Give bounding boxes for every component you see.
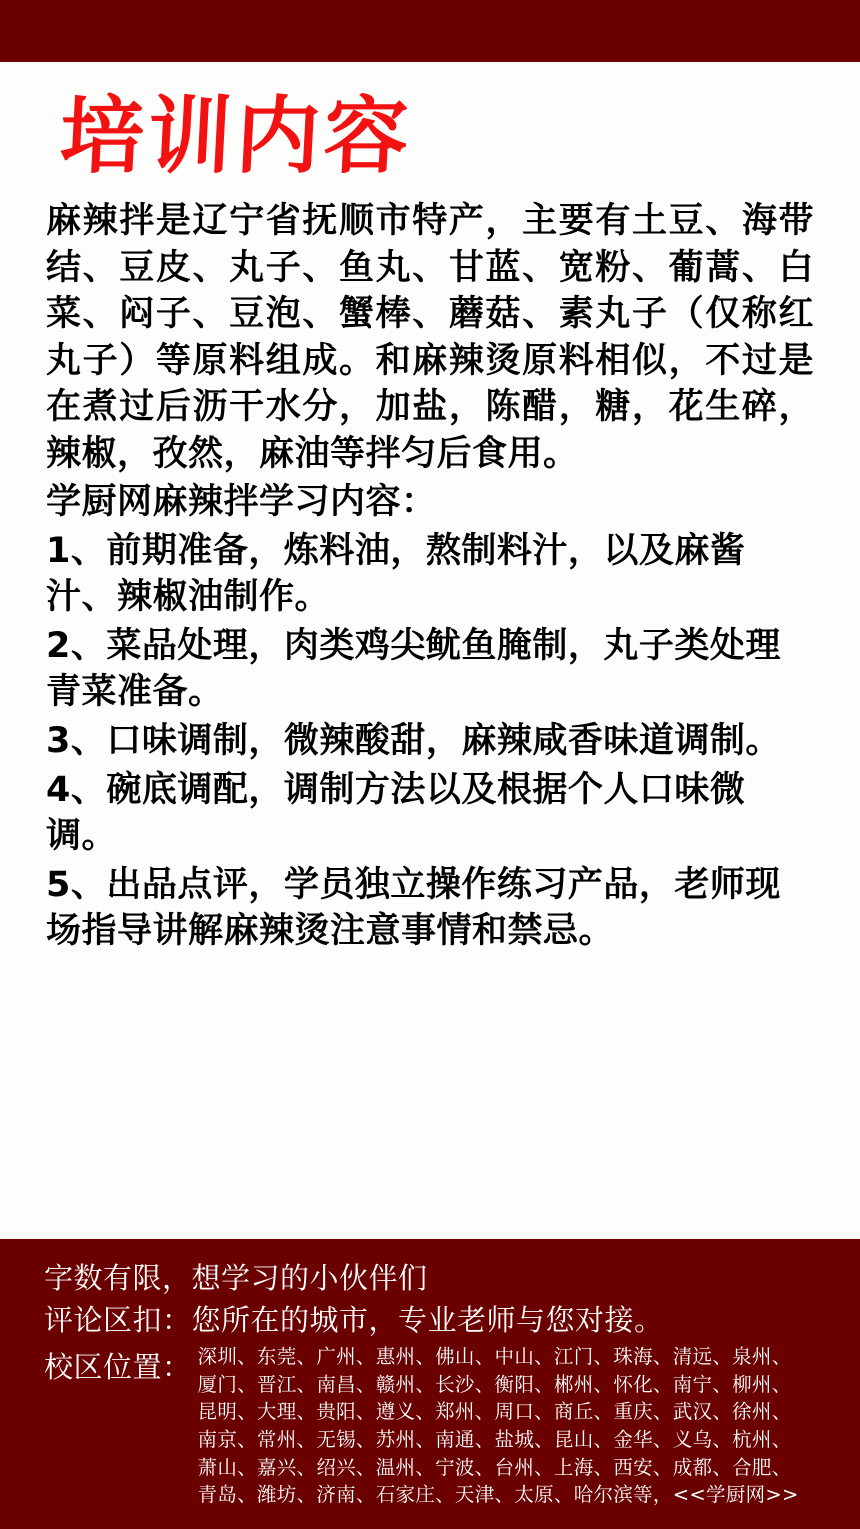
footer-comment-line: 评论区扣：您所在的城市，专业老师与您对接。 (44, 1302, 664, 1337)
top-banner-bar (0, 0, 860, 62)
campus-line: 厦门、晋江、南昌、赣州、长沙、衡阳、郴州、怀化、南宁、柳州、 (197, 1372, 792, 1396)
campus-line: 萧山、嘉兴、绍兴、温州、宁波、台州、上海、西安、成都、合肥、 (197, 1455, 792, 1479)
step-item-1: 1、前期准备，炼料油，熬制料汁，以及麻酱汁、辣椒油制作。 (46, 530, 746, 618)
intro-paragraph: 麻辣拌是辽宁省抚顺市特产，主要有土豆、海带结、豆皮、丸子、鱼丸、甘蓝、宽粉、葡蒿、白菜、闷子、豆泡、蟹棒、蘑菇、素丸子（仅称红丸子）等原料组成。和麻辣烫原料相似，不过是在煮过后沥干水分，加盐，陈醋，糖，花生碎，辣椒，孜然，麻油等拌匀后食用。 (46, 201, 814, 474)
body-text-block (46, 198, 814, 957)
step-item-2: 2、菜品处理，肉类鸡尖鱿鱼腌制，丸子类处理青菜准备。 (46, 625, 781, 713)
campus-section (44, 1343, 816, 1509)
campus-line: 南京、常州、无锡、苏州、南通、盐城、昆山、金华、义乌、杭州、 (197, 1427, 792, 1451)
campus-label: 校区位置： (44, 1349, 192, 1384)
content-panel (0, 62, 860, 1239)
footer-note-line: 字数有限，想学习的小伙伴们 (44, 1260, 428, 1295)
campus-city-list (198, 1343, 799, 1509)
step-item-3: 3、口味调制，微辣酸甜，麻辣咸香味道调制。 (46, 721, 781, 762)
campus-line: 深圳、东莞、广州、惠州、佛山、中山、江门、珠海、清远、泉州、 (197, 1344, 792, 1368)
step-item-4: 4、碗底调配，调制方法以及根据个人口味微调。 (46, 769, 746, 857)
step-item-5: 5、出品点评，学员独立操作练习产品，老师现场指导讲解麻辣烫注意事情和禁忌。 (46, 864, 781, 952)
subheading: 学厨网麻辣拌学习内容： (46, 482, 437, 523)
campus-line: 昆明、大理、贵阳、遵义、郑州、周口、商丘、重庆、武汉、徐州、 (197, 1400, 792, 1424)
footer-panel (0, 1239, 860, 1529)
page-title: 培训内容 (57, 87, 415, 185)
campus-line: 青岛、潍坊、济南、石家庄、天津、太原、哈尔滨等，<<学厨网>> (197, 1483, 799, 1507)
